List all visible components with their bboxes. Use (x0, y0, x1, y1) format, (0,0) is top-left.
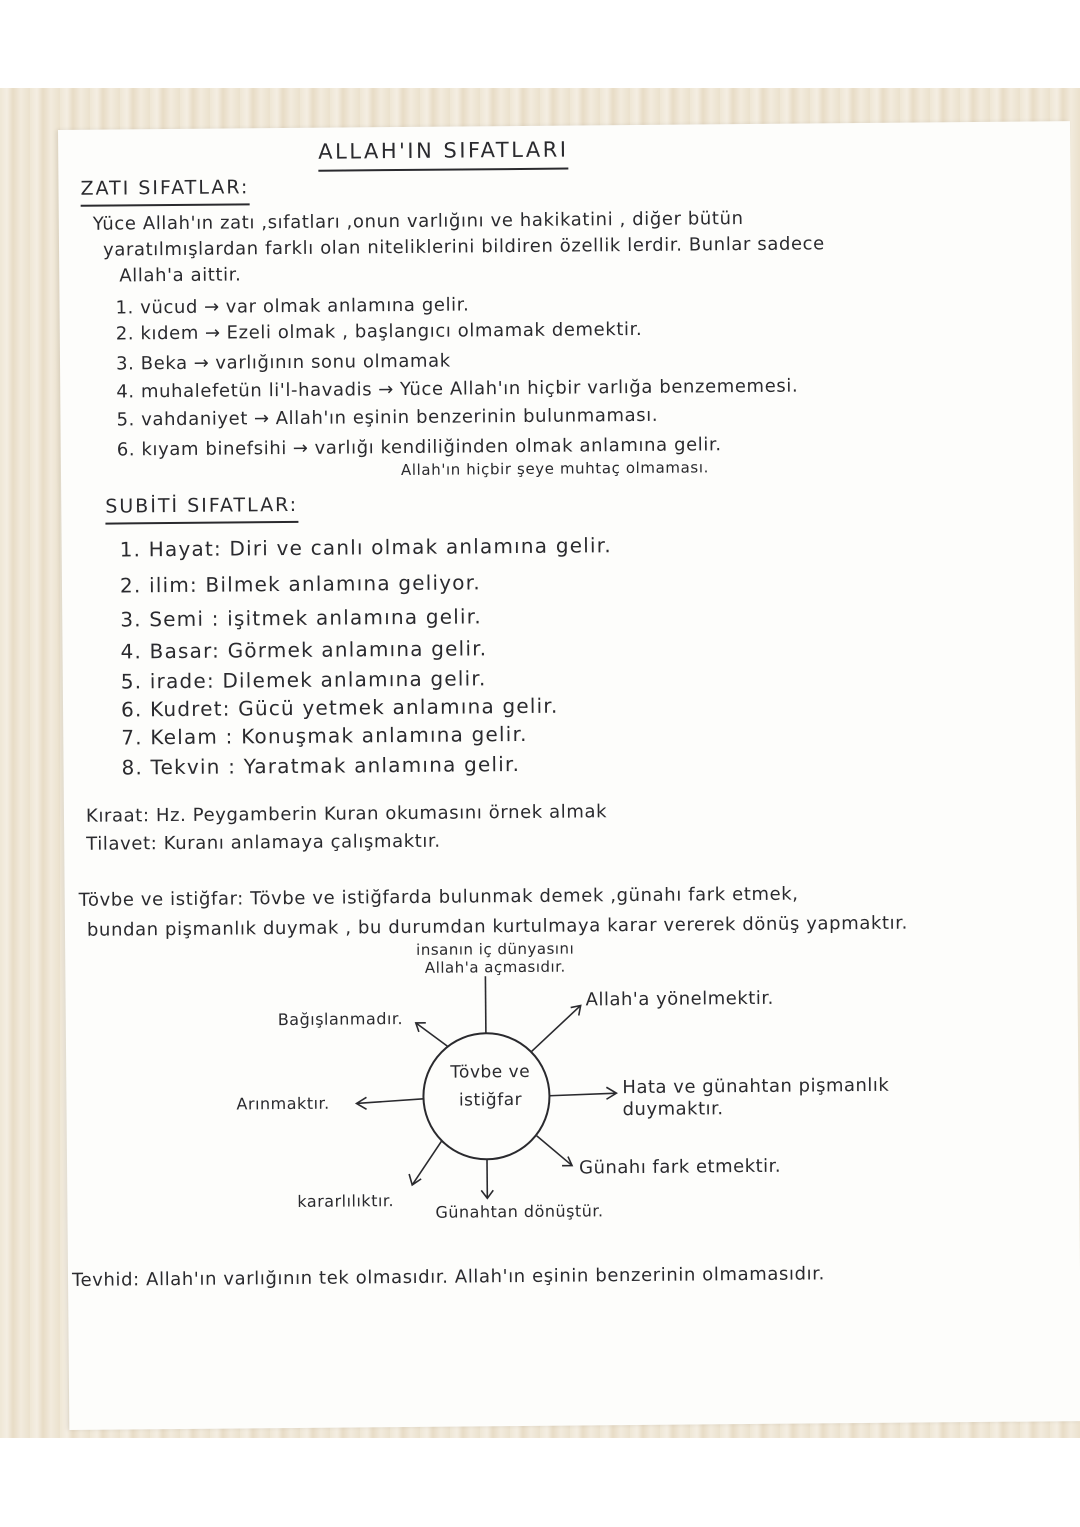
subuti-item-7: 7. Kelam : Konuşmak anlamına gelir. (121, 721, 528, 750)
spoke-top-right (531, 1005, 581, 1051)
spoke-bottom-right (537, 1136, 572, 1166)
subuti-item-6: 6. Kudret: Gücü yetmek anlamına gelir. (120, 693, 559, 722)
diagram-center-label: Tövbe ve istiğfar (450, 1061, 531, 1111)
zati-intro-line-1: Yüce Allah'ın zatı ,sıfatları ,onun varlığını ve hakikatini , diğer bütün (92, 208, 744, 235)
tovbe-line-1: Tövbe ve istiğfar: Tövbe ve istiğfarda bulunmak demek ,günahı fark etmek, (78, 883, 799, 911)
spoke-bottom-left (412, 1141, 442, 1185)
zati-item-2: 2. kıdem → Ezeli olmak , başlangıcı olmamak demektir. (115, 318, 643, 345)
zati-item-6: 6. kıyam binefsihi → varlığı kendiliğinden olmak anlamına gelir. (116, 434, 722, 461)
subuti-heading: SUBİTİ SIFATLAR: (105, 494, 298, 525)
tovbe-diagram (185, 941, 1047, 1238)
zati-intro-line-2: yaratılmışlardan farklı olan niteliklerini bildiren özellik lerdir. Bunlar sadece (102, 233, 825, 261)
tilavet-line: Tilavet: Kuranı anlamaya çalışmaktır. (86, 830, 441, 855)
zati-item-4: 4. muhalefetün li'l-havadis → Yüce Allah'ın hiçbir varlığa benzememesi. (116, 375, 799, 403)
subuti-item-3: 3. Semi : işitmek anlamına gelir. (120, 604, 482, 632)
zati-item-1: 1. vücud → var olmak anlamına gelir. (115, 294, 470, 319)
page-title: ALLAH'IN SIFATLARI (318, 138, 569, 172)
subuti-item-4: 4. Basar: Görmek anlamına gelir. (120, 636, 488, 664)
subuti-item-1: 1. Hayat: Diri ve canlı olmak anlamına gelir. (119, 533, 612, 562)
spoke-right (549, 1093, 616, 1096)
diagram-bottom-right-label: Günahı fark etmektir. (578, 1155, 782, 1179)
subuti-item-2: 2. ilim: Bilmek anlamına geliyor. (119, 570, 481, 598)
diagram-left-label: Arınmaktır. (236, 1093, 330, 1114)
spoke-left (356, 1099, 423, 1104)
tovbe-line-2: bundan pişmanlık duymak , bu durumdan kurtulmaya karar vererek dönüş yapmaktır. (86, 912, 908, 941)
diagram-top-right-label: Allah'a yönelmektir. (585, 987, 774, 1011)
diagram-top-left-label: Bağışlanmadır. (277, 1009, 404, 1030)
zati-intro-line-3: Allah'a aittir. (119, 264, 242, 287)
tevhid-line: Tevhid: Allah'ın varlığının tek olmasıdır. Allah'ın eşinin benzerinin olmamasıdır. (71, 1263, 825, 1291)
diagram-bottom-label: Günahtan dönüştür. (435, 1201, 604, 1222)
notebook-page (58, 121, 1080, 1430)
subuti-item-8: 8. Tekvin : Yaratmak anlamına gelir. (121, 751, 521, 780)
kiraat-line: Kıraat: Hz. Peygamberin Kuran okumasını örnek almak (85, 801, 608, 827)
diagram-right-label: Hata ve günahtan pişmanlık duymaktır. (622, 1074, 890, 1121)
diagram-top-label: insanın iç dünyasını Allah'a açmasıdır. (416, 939, 575, 977)
zati-item-5: 5. vahdaniyet → Allah'ın eşinin benzerinin bulunmaması. (116, 404, 659, 431)
diagram-bottom-left-label: kararlılıktır. (297, 1191, 395, 1211)
subuti-item-5: 5. irade: Dilemek anlamına gelir. (120, 666, 487, 694)
spoke-top-left (416, 1023, 448, 1047)
zati-item-6-extra: Allah'ın hiçbir şeye muhtaç olmaması. (400, 458, 710, 480)
zati-heading: ZATI SIFATLAR: (80, 176, 249, 206)
zati-item-3: 3. Beka → varlığının sonu olmamak (115, 350, 451, 375)
